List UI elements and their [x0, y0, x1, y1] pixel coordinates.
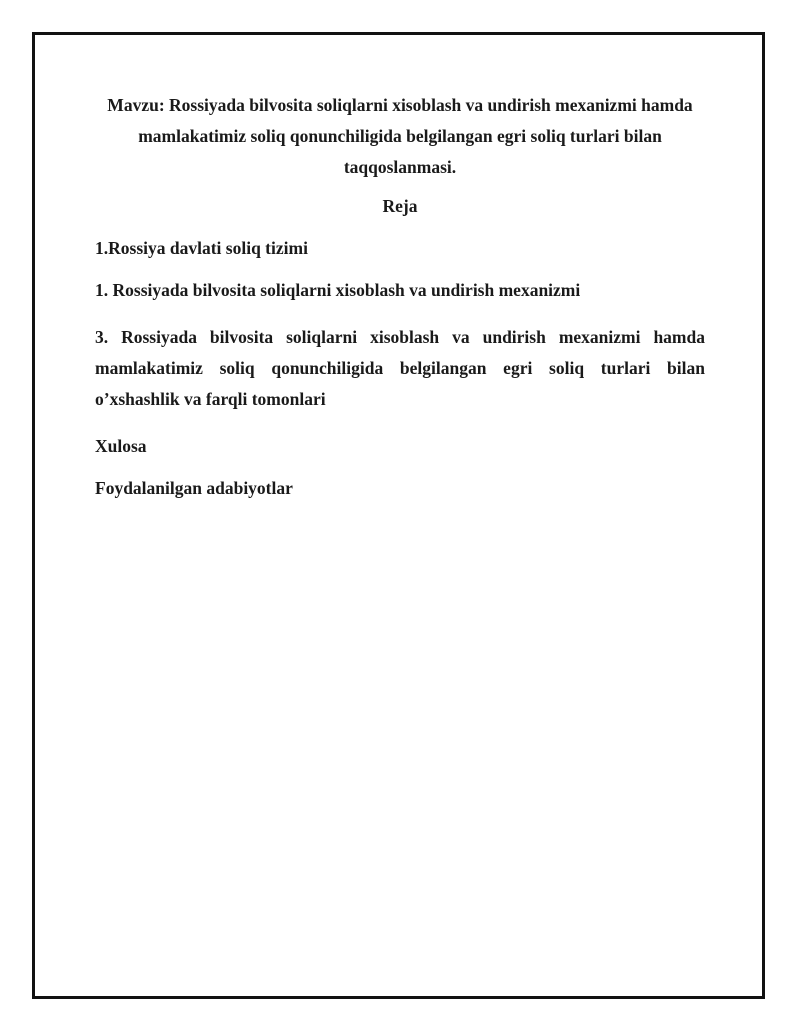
title-line-2: mamlakatimiz soliq qonunchiligida belgilangan egri soliq turlari bilan	[138, 126, 662, 146]
title-line-1: Mavzu: Rossiyada bilvosita soliqlarni xisoblash va undirish mexanizmi hamda	[107, 95, 693, 115]
plan-item-3	[95, 322, 705, 415]
plan-item-3-line-1: 3. Rossiyada bilvosita soliqlarni xisoblash va undirish mexanizmi hamda	[95, 327, 705, 347]
title-line-3: taqqoslanmasi.	[343, 157, 457, 177]
plan-item-3-line-3: o’xshashlik va farqli tomonlari	[95, 389, 326, 409]
references-heading: Foydalanilgan adabiyotlar	[95, 478, 293, 498]
conclusion-heading: Xulosa	[95, 436, 147, 456]
plan-heading: Reja	[382, 196, 418, 216]
document-title	[95, 90, 705, 183]
document-body	[95, 90, 705, 499]
plan-item-3-line-2: mamlakatimiz soliq qonunchiligida belgilangan egri soliq turlari bilan	[95, 358, 705, 378]
plan-item-1: 1.Rossiya davlati soliq tizimi	[95, 238, 308, 258]
plan-item-2: 1. Rossiyada bilvosita soliqlarni xisoblash va undirish mexanizmi	[95, 280, 581, 300]
